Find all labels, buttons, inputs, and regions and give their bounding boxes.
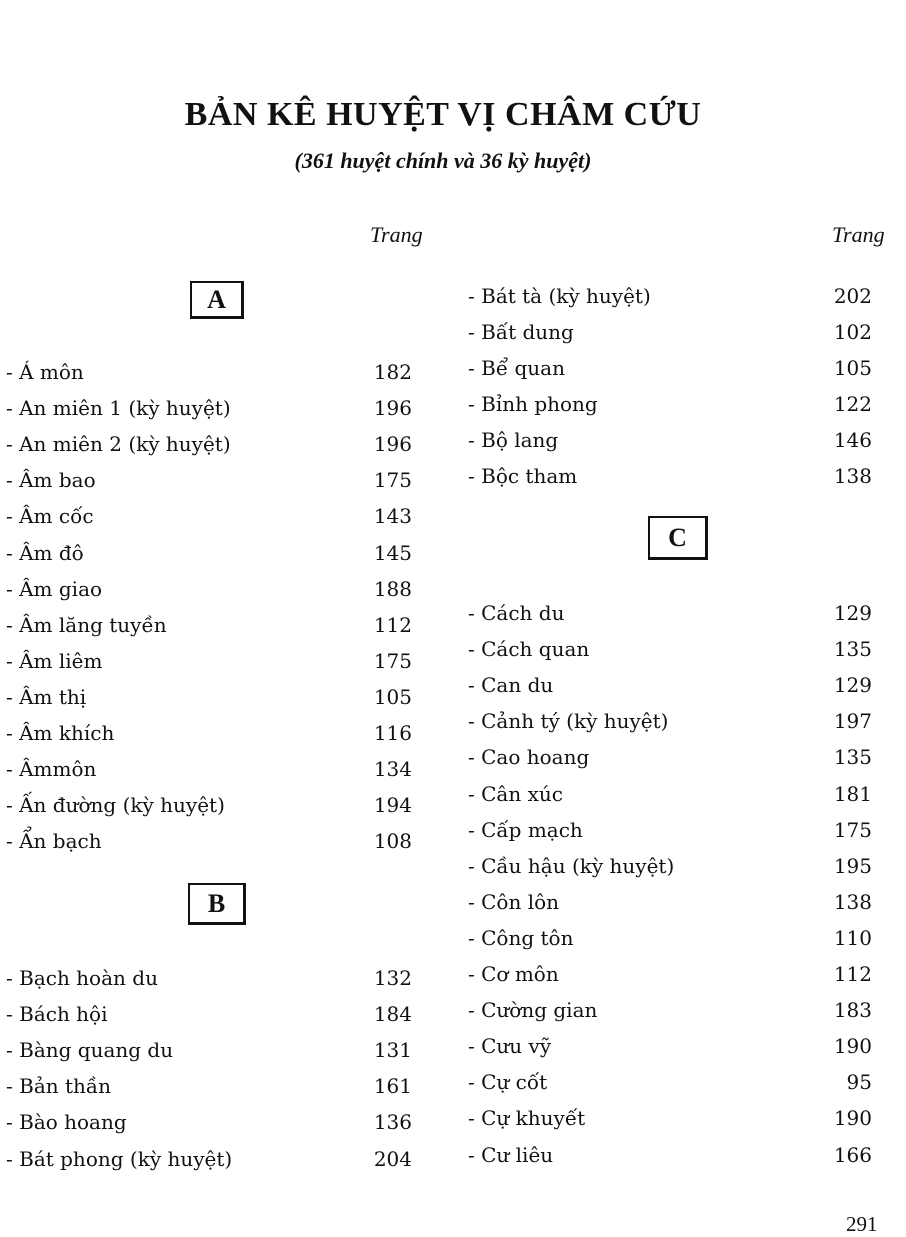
entry-name: - Cường gian [468,998,598,1023]
entry-page: 138 [833,889,872,914]
entry-name: - Cầu hậu (kỳ huyệt) [468,853,675,878]
index-entry [468,386,878,422]
entry-page: 182 [373,360,412,384]
index-entry [468,776,878,812]
index-entry [468,422,878,458]
entry-name: - Bản thần [6,1074,112,1099]
entry-page: 204 [373,1146,412,1171]
entry-name: - Âm khích [6,721,115,745]
entry-name: - Bể quan [468,356,565,380]
index-entry [468,458,878,494]
index-entry [6,1141,416,1177]
entry-name: - Bạch hoàn du [6,966,158,990]
entry-name: - Cách du [468,601,565,625]
index-entry [6,426,416,462]
entry-name: - Ấn đường (kỳ huyệt) [6,793,225,818]
index-entry [468,848,878,884]
entry-page: 190 [833,1106,872,1131]
index-entry [6,751,416,787]
entry-page: 112 [373,612,412,637]
entry-name: - Cấp mạch [468,817,583,842]
entry-page: 116 [373,721,412,745]
entry-page: 188 [373,576,412,601]
entry-name: - Âm giao [6,576,103,601]
entry-page: 143 [373,504,412,529]
entry-page: 129 [833,601,872,625]
entry-page: 132 [373,966,412,990]
entry-page: 110 [833,925,872,950]
entry-name: - Cư liêu [468,1142,554,1167]
entry-name: - Bách hội [6,1002,108,1027]
entry-page: 146 [833,428,872,452]
entry-name: - Âm lăng tuyền [6,612,167,637]
entry-name: - Âm đô [6,540,84,565]
index-entry [468,992,878,1028]
index-entry [6,996,416,1032]
page-title: BẢN KÊ HUYỆT VỊ CHÂM CỨU [184,96,702,133]
index-entry [6,354,416,390]
entry-name: - Âmmôn [6,757,97,782]
right-column-header: Trang [832,222,885,247]
index-entry [6,960,416,996]
index-entry [468,350,878,386]
index-entry [6,823,416,859]
index-entry [6,787,416,823]
index-entry [6,1032,416,1068]
index-entry [468,1064,878,1100]
entry-name: - Bát phong (kỳ huyệt) [6,1146,233,1171]
entry-name: - Âm liêm [6,648,103,673]
entry-name: - Cự cốt [468,1070,548,1095]
entry-page: 135 [833,637,872,662]
index-entry [468,739,878,775]
entry-name: - Cách quan [468,637,590,662]
entry-name: - Cự khuyết [468,1106,586,1131]
entry-page: 184 [373,1002,412,1027]
index-entry [468,278,878,314]
index-entry [468,1028,878,1064]
entry-page: 166 [833,1142,872,1167]
entry-name: - Bát tà (kỳ huyệt) [468,284,651,308]
index-entry [468,812,878,848]
entry-page: 175 [373,648,412,673]
page-number: 291 [846,1212,878,1236]
entry-name: - Âm thị [6,684,87,709]
entry-page: 135 [833,745,872,770]
index-entry [468,956,878,992]
entry-name: - Bộc tham [468,464,578,488]
entry-name: - Ẩn bạch [6,829,102,854]
index-entry [468,595,878,631]
index-entry [6,715,416,751]
entry-page: 183 [833,998,872,1023]
entry-name: - Can du [468,673,554,698]
index-entry [468,703,878,739]
index-entry [468,1100,878,1136]
entry-page: 181 [833,781,872,806]
section-letter-b: B [188,883,246,925]
index-entry [6,607,416,643]
index-entry [468,920,878,956]
entry-page: 194 [373,793,412,818]
entry-name: - Công tôn [468,925,574,950]
entry-name: - An miên 2 (kỳ huyệt) [6,432,231,457]
entry-name: - An miên 1 (kỳ huyệt) [6,396,231,421]
entry-name: - Bàng quang du [6,1038,174,1063]
entry-page: 102 [833,320,872,344]
left-column-header: Trang [370,222,423,247]
entry-name: - Âm cốc [6,504,94,529]
entry-page: 197 [833,709,872,734]
index-entry [6,571,416,607]
entry-name: - Bào hoang [6,1110,127,1135]
entry-name: - Bỉnh phong [468,392,598,416]
entry-page: 131 [373,1038,412,1063]
index-entry [468,1137,878,1173]
entry-name: - Cân xúc [468,781,563,806]
entry-name: - Côn lôn [468,889,560,914]
entry-name: - Á môn [6,360,84,384]
index-entry [6,462,416,498]
entry-page: 136 [373,1110,412,1135]
section-letter-c: C [648,516,708,560]
entry-name: - Cơ môn [468,962,559,986]
index-entry [6,643,416,679]
entry-page: 196 [373,432,412,457]
entry-page: 129 [833,673,872,698]
entry-page: 112 [833,962,872,986]
entry-page: 122 [833,392,872,416]
entry-page: 134 [373,757,412,782]
index-entry [6,390,416,426]
index-entry [6,498,416,534]
index-entry [6,535,416,571]
entry-page: 202 [833,284,872,308]
index-entry [6,1104,416,1140]
index-entry [468,884,878,920]
index-entry [6,679,416,715]
entry-page: 105 [373,684,412,709]
entry-name: - Âm bao [6,468,96,493]
entry-page: 108 [373,829,412,854]
entry-page: 138 [833,464,872,488]
entry-name: - Cưu vỹ [468,1034,552,1059]
entry-page: 161 [373,1074,412,1099]
entry-name: - Bất dung [468,320,574,344]
entry-page: 175 [373,468,412,493]
page-subtitle: (361 huyệt chính và 36 kỳ huyệt) [294,148,592,173]
index-entry [468,631,878,667]
entry-page: 175 [833,817,872,842]
entry-name: - Cao hoang [468,745,590,770]
entry-page: 190 [833,1034,872,1059]
entry-page: 145 [373,540,412,565]
entry-page: 195 [833,853,872,878]
index-entry [468,667,878,703]
entry-page: 95 [846,1070,872,1095]
entry-page: 105 [833,356,872,380]
entry-name: - Bộ lang [468,428,559,452]
entry-page: 196 [373,396,412,421]
index-entry [6,1068,416,1104]
index-entry [468,314,878,350]
section-letter-a: A [190,281,244,319]
entry-name: - Cảnh tý (kỳ huyệt) [468,709,669,734]
